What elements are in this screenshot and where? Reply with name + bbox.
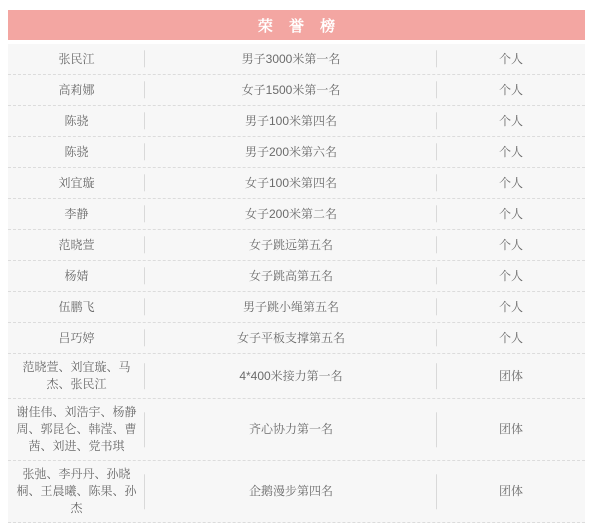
table-row xyxy=(8,168,585,199)
category-cell: 个人 xyxy=(498,175,523,190)
category-cell: 个人 xyxy=(498,299,523,314)
category-cell: 个人 xyxy=(498,237,523,252)
table-row xyxy=(8,106,585,137)
winner-names-cell: 伍鹏飞 xyxy=(8,292,145,322)
table-row xyxy=(8,323,585,354)
winner-names-cell: 陈骁 xyxy=(8,137,145,167)
achievement-cell: 男子3000米第一名 xyxy=(145,44,437,74)
table-row xyxy=(8,199,585,230)
table-row xyxy=(8,230,585,261)
table-row xyxy=(8,261,585,292)
achievement-cell: 女子1500米第一名 xyxy=(145,75,437,105)
achievement-cell: 女子平板支撑第五名 xyxy=(145,323,437,353)
achievement-cell: 男子200米第六名 xyxy=(145,137,437,167)
achievement-cell: 齐心协力第一名 xyxy=(145,399,437,460)
category-cell: 个人 xyxy=(498,144,523,159)
category-cell: 个人 xyxy=(498,268,523,283)
winner-names-cell: 杨婧 xyxy=(8,261,145,291)
table-row xyxy=(8,44,585,75)
winner-names-cell: 张弛、李丹丹、孙晓桐、王晨曦、陈果、孙杰 xyxy=(8,461,145,522)
table-row xyxy=(8,399,585,461)
achievement-cell: 女子100米第四名 xyxy=(145,168,437,198)
achievement-cell: 女子跳远第五名 xyxy=(145,230,437,260)
winner-names-cell: 谢佳伟、刘浩宇、杨静周、郭昆仑、韩滢、曹茜、刘进、党书琪 xyxy=(8,399,145,460)
category-cell: 个人 xyxy=(498,82,523,97)
category-cell: 团体 xyxy=(498,422,523,436)
category-cell: 个人 xyxy=(498,330,523,345)
table-row xyxy=(8,137,585,168)
winner-names-cell: 范晓萱、刘宜璇、马杰、张民江 xyxy=(8,354,145,398)
achievement-cell: 男子跳小绳第五名 xyxy=(145,292,437,322)
category-cell: 团体 xyxy=(498,368,523,383)
winner-names-cell: 陈骁 xyxy=(8,106,145,136)
table-row xyxy=(8,292,585,323)
category-cell: 团体 xyxy=(498,484,523,498)
honor-roll-table xyxy=(8,44,585,523)
winner-names-cell: 吕巧婷 xyxy=(8,323,145,353)
winner-names-cell: 张民江 xyxy=(8,44,145,74)
table-row xyxy=(8,75,585,106)
achievement-cell: 4*400米接力第一名 xyxy=(145,354,437,398)
winner-names-cell: 高莉娜 xyxy=(8,75,145,105)
achievement-cell: 男子100米第四名 xyxy=(145,106,437,136)
category-cell: 个人 xyxy=(498,113,523,128)
category-cell: 个人 xyxy=(498,206,523,221)
achievement-cell: 女子跳高第五名 xyxy=(145,261,437,291)
page-title: 荣 誉 榜 xyxy=(257,17,342,35)
table-row xyxy=(8,354,585,399)
category-cell: 个人 xyxy=(498,51,523,66)
table-row xyxy=(8,461,585,523)
achievement-cell: 企鹅漫步第四名 xyxy=(145,461,437,522)
winner-names-cell: 范晓萱 xyxy=(8,230,145,260)
honor-roll-header xyxy=(8,10,585,40)
winner-names-cell: 刘宜璇 xyxy=(8,168,145,198)
achievement-cell: 女子200米第二名 xyxy=(145,199,437,229)
winner-names-cell: 李静 xyxy=(8,199,145,229)
